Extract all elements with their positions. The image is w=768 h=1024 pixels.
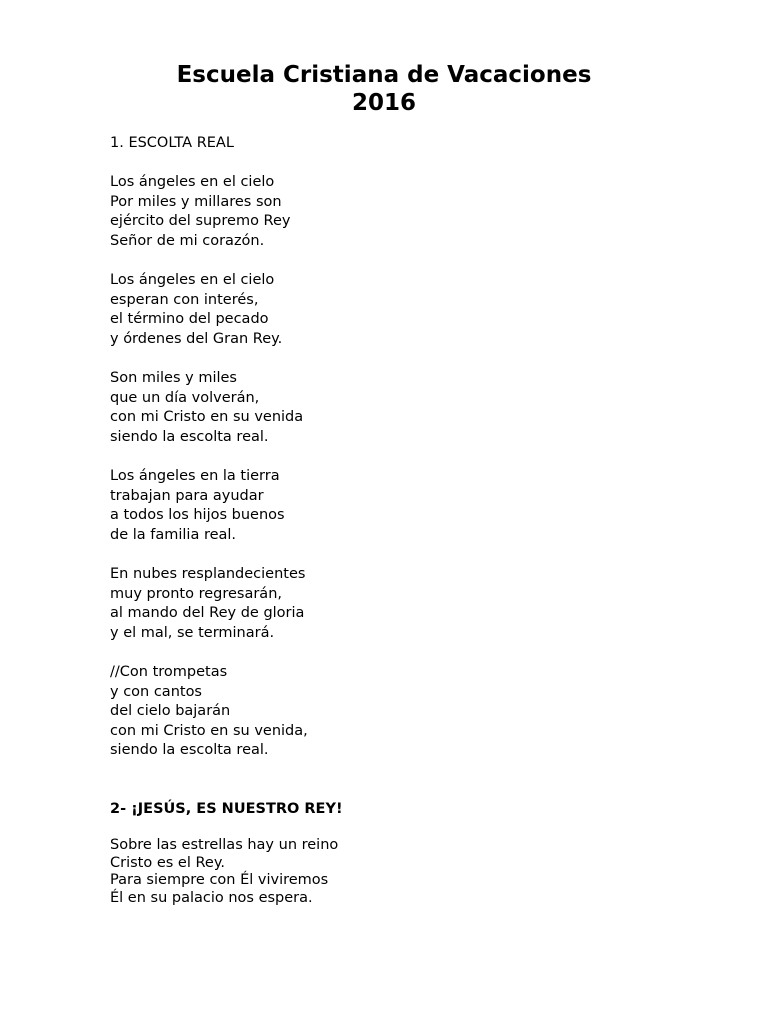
lyric-line: Para siempre con Él viviremos	[110, 872, 329, 888]
lyric-line: del cielo bajarán	[110, 703, 231, 719]
lyric-line: //Con trompetas	[110, 664, 228, 680]
lyric-line: de la familia real.	[110, 526, 237, 543]
lyric-line: En nubes resplandecientes	[110, 566, 306, 582]
lyric-line: el término del pecado	[110, 311, 269, 327]
song-1-heading: 1. ESCOLTA REAL	[110, 135, 234, 151]
lyric-line: esperan con interés,	[110, 291, 259, 308]
song-2-heading: 2- ¡JESÚS, ES NUESTRO REY!	[110, 801, 343, 817]
lyric-line: Los ángeles en el cielo	[110, 272, 275, 288]
lyric-line: Son miles y miles	[110, 370, 237, 386]
lyric-line: Señor de mi corazón.	[110, 232, 265, 249]
lyric-line: y el mal, se terminará.	[110, 624, 275, 641]
lyric-line: Los ángeles en el cielo	[110, 174, 275, 190]
lyric-line: Sobre las estrellas hay un reino	[110, 837, 339, 853]
song-1-chorus	[110, 663, 308, 761]
lyric-line: Cristo es el Rey.	[110, 854, 225, 871]
lyric-line: muy pronto regresarán,	[110, 585, 282, 602]
song-1-stanza-2	[110, 271, 282, 349]
song-2-stanza-1	[110, 837, 338, 907]
document-year: 2016	[351, 90, 416, 116]
song-1-stanza-1	[110, 173, 291, 251]
song-1-stanza-4	[110, 467, 285, 545]
lyric-line: Los ángeles en la tierra	[110, 468, 280, 484]
lyric-line: trabajan para ayudar	[110, 487, 264, 504]
lyric-line: Por miles y millares son	[110, 193, 282, 210]
lyric-line: siendo la escolta real.	[110, 428, 269, 445]
document-title: Escuela Cristiana de Vacaciones	[176, 62, 592, 88]
lyric-line: con mi Cristo en su venida	[110, 409, 304, 425]
lyric-line: con mi Cristo en su venida,	[110, 722, 308, 739]
song-1-stanza-3	[110, 369, 303, 447]
lyric-line: siendo la escolta real.	[110, 742, 269, 758]
lyric-line: y con cantos	[110, 683, 202, 700]
lyric-line: que un día volverán,	[110, 389, 260, 406]
lyric-line: y órdenes del Gran Rey.	[110, 330, 283, 347]
lyric-line: ejército del supremo Rey	[110, 213, 291, 229]
lyric-line: al mando del Rey de gloria	[110, 605, 305, 621]
lyric-line: Él en su palacio nos espera.	[110, 889, 313, 906]
lyric-line: a todos los hijos buenos	[110, 507, 285, 523]
song-1-stanza-5	[110, 565, 305, 643]
